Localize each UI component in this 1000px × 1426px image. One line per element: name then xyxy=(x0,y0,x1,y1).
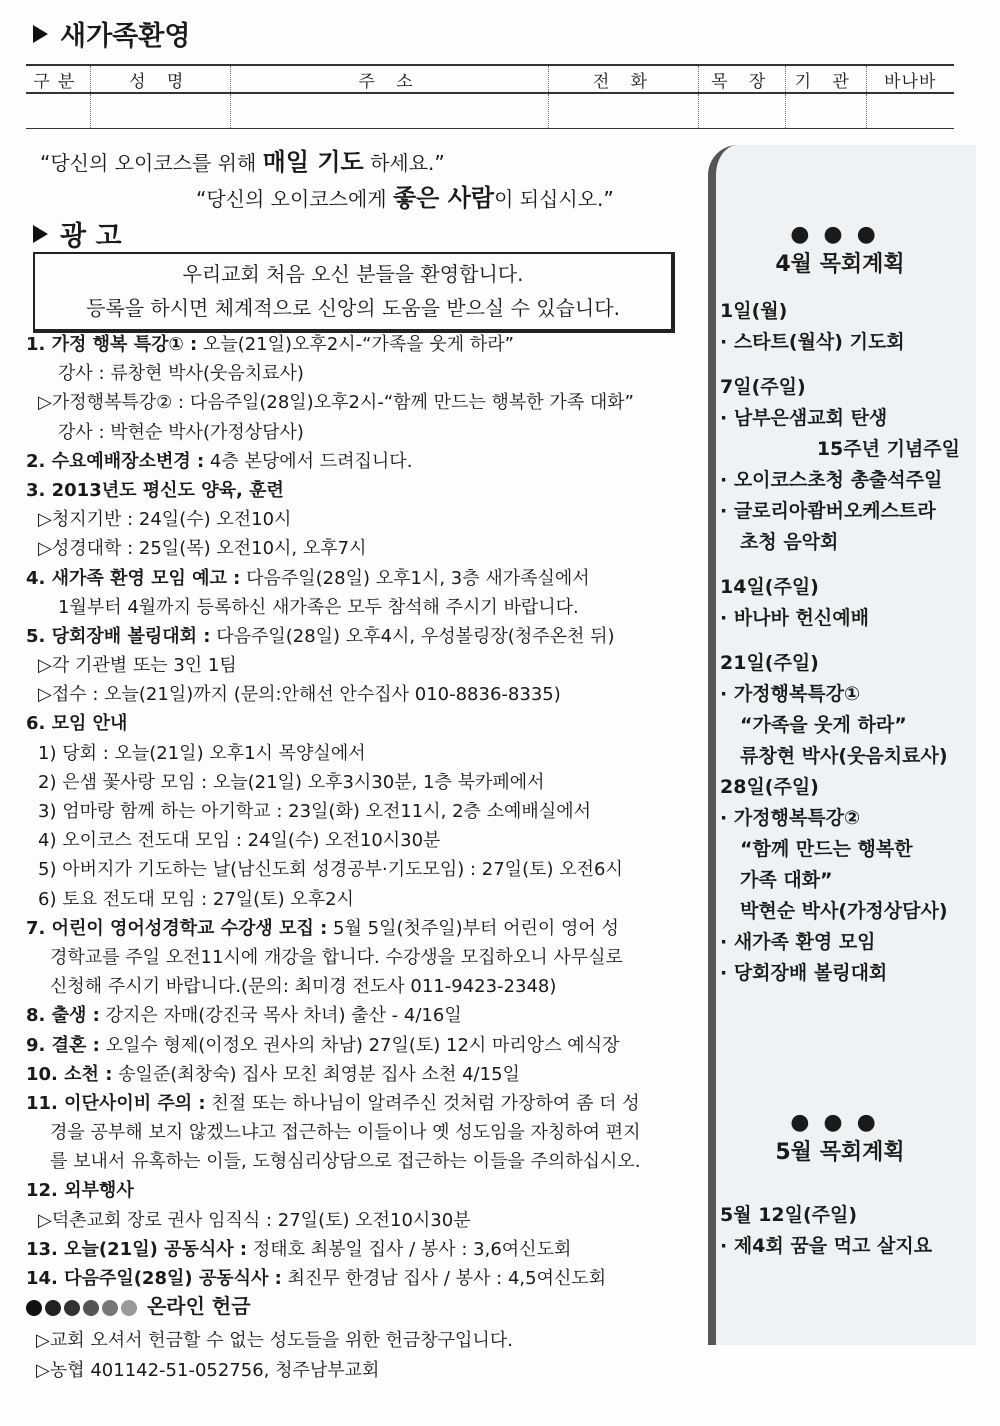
april-plan xyxy=(720,222,960,989)
online-account: ▷농협 401142-51-052756, 청주남부교회 xyxy=(36,1360,380,1381)
item-text: 3) 엄마랑 함께 하는 아기학교 : 23일(화) 오전11시, 2층 소예배실에서 xyxy=(38,801,591,822)
quote-line-2: “당신의 오이코스에게 좋은 사람이 되십시오.” xyxy=(196,184,614,212)
item-title: 14. 다음주일(28일) 공동식사 : xyxy=(26,1268,282,1289)
april-title: 4월 목회계획 xyxy=(775,252,905,277)
item-title: 3. 2013년도 평신도 양육, 훈련 xyxy=(26,479,284,501)
schedule-line: 7일(주일) xyxy=(720,376,806,398)
newfamily-heading: 새가족환영 xyxy=(33,14,190,53)
schedule-line: · 당회장배 볼링대회 xyxy=(720,962,888,984)
list-item xyxy=(26,709,686,738)
col-phone: 전 화 xyxy=(549,65,699,93)
may-schedule xyxy=(720,1200,960,1262)
announcement-list xyxy=(26,330,686,1293)
schedule-line: “함께 만드는 행복한 xyxy=(740,838,913,860)
list-item xyxy=(26,388,686,417)
col-address: 주 소 xyxy=(230,65,549,93)
list-item xyxy=(26,593,686,622)
list-item xyxy=(26,739,686,768)
schedule-line: · 스타트(월삭) 기도회 xyxy=(720,331,905,353)
schedule-line: · 글로리아쾀버오케스트라 xyxy=(720,500,936,522)
item-title: 9. 결혼 : xyxy=(26,1034,100,1056)
col-category: 구분 xyxy=(26,65,90,93)
schedule-line: 가족 대화” xyxy=(740,869,833,891)
list-item xyxy=(26,797,686,826)
schedule-line: 류창현 박사(웃음치료사) xyxy=(740,745,948,767)
list-item xyxy=(26,330,686,359)
item-title: 12. 외부행사 xyxy=(26,1180,134,1202)
may-title: 5월 목회계획 xyxy=(775,1140,905,1165)
list-item xyxy=(26,1001,686,1030)
list-item xyxy=(26,885,686,914)
item-title: 5. 당회장배 볼링대회 : xyxy=(26,625,211,647)
list-item xyxy=(26,855,686,884)
newfamily-header-row xyxy=(26,65,954,93)
dots-icon: ●●● xyxy=(790,1110,890,1135)
item-text: ▷성경대학 : 25일(목) 오전10시, 오후7시 xyxy=(38,538,367,560)
item-text: 강사 : 박현순 박사(가정상담사) xyxy=(58,421,304,443)
schedule-line: 1일(월) xyxy=(720,300,788,322)
item-title: 1. 가정 행복 특강① : xyxy=(26,334,198,355)
item-text: 오일수 형제(이정오 권사의 차남) 27일(토) 12시 마리앙스 예식장 xyxy=(99,1034,620,1056)
item-text: 1월부터 4월까지 등록하신 새가족은 모두 참석해 주시기 바랍니다. xyxy=(58,596,579,618)
item-7: 7. 어린이 영어성경학교 수강생 모집 : 5월 5일(첫주일)부터 어린이 영어 성 경학교를 주일 오전11시에 개강을 합니다. 수강생을 모집하오니 사무실로 신청해 주시기 바랍니다.(문의: 최미경 전도사 011-9423-2348) xyxy=(26,917,623,998)
schedule-line: · 가정행복특강② xyxy=(720,807,861,829)
item-text: 강지은 자매(강진국 목사 차녀) 출산 - 4/16일 xyxy=(99,1005,462,1027)
item-text: 6) 토요 전도대 모임 : 27일(토) 오후2시 xyxy=(38,888,354,910)
item-text: 다음주일(28일) 오후1시, 3층 새가족실에서 xyxy=(240,567,590,589)
triangle-bullet-icon xyxy=(33,25,48,43)
newfamily-table xyxy=(26,64,954,129)
list-item xyxy=(26,447,686,476)
item-text: 4층 본당에서 드려집니다. xyxy=(204,450,413,472)
item-title: 13. 오늘(21일) 공동식사 : xyxy=(26,1238,248,1260)
schedule-line: 5월 12일(주일) xyxy=(720,1204,858,1226)
online-line-1: ▷교회 오셔서 헌금할 수 없는 성도들을 위한 헌금창구입니다. xyxy=(36,1330,513,1351)
quote-line-1: “당신의 오이코스를 위해 매일 기도 하세요.” xyxy=(40,148,445,176)
april-schedule xyxy=(720,296,960,989)
item-text: ▷가정행복특강② : 다음주일(28일)오후2시-“함께 만드는 행복한 가족 대화” xyxy=(38,392,635,414)
list-item xyxy=(26,1031,686,1060)
item-text: 강사 : 류창현 박사(웃음치료사) xyxy=(58,363,304,385)
schedule-line: · 가정행복특강① xyxy=(720,683,861,705)
announcement-group-1 xyxy=(26,330,686,914)
may-plan xyxy=(720,1110,960,1262)
table-row xyxy=(26,93,954,129)
schedule-line: · 오이코스초청 총출석주일 xyxy=(720,469,943,491)
ads-heading: 광 고 xyxy=(33,214,122,253)
item-11: 11. 이단사이비 주의 : 친절 또는 하나님이 알려주신 것처럼 가장하여 좀 더 성 경을 공부해 보지 않겠느냐고 접근하는 이들이나 옛 성도임을 자칭하여 편지 를 보내서 유혹하는 이들, 도형심리상담으로 접근하는 이들을 주의하십시오. xyxy=(26,1092,641,1173)
item-text: ▷청지기반 : 24일(수) 오전10시 xyxy=(38,509,292,531)
list-item xyxy=(26,564,686,593)
welcome-box: 우리교회 처음 오신 분들을 환영합니다. 등록을 하시면 체계적으로 신앙의 도움을 받으실 수 있습니다. xyxy=(33,252,675,333)
list-item xyxy=(26,505,686,534)
item-text: ▷덕촌교회 장로 권사 임직식 : 27일(토) 오전10시30분 xyxy=(38,1209,471,1231)
item-title: 8. 출생 : xyxy=(26,1005,100,1027)
schedule-line: · 남부은샘교회 탄생 xyxy=(720,407,888,429)
list-item xyxy=(26,680,686,709)
schedule-line: 28일(주일) xyxy=(720,776,819,798)
item-text: ▷각 기관별 또는 3인 1팀 xyxy=(38,655,237,677)
list-item xyxy=(26,1206,686,1235)
col-org: 기 관 xyxy=(785,65,866,93)
schedule-line: 15주년 기념주일 xyxy=(816,438,960,460)
col-name: 성 명 xyxy=(90,65,230,93)
schedule-line: “가족을 웃게 하라” xyxy=(740,714,907,736)
item-text: 5) 아버지가 기도하는 날(남신도회 성경공부·기도모임) : 27일(토) 오전6시 xyxy=(38,859,623,881)
online-heading: 온라인 헌금 xyxy=(26,1290,251,1319)
item-title: 6. 모임 안내 xyxy=(26,713,128,735)
list-item xyxy=(26,1060,686,1089)
list-item xyxy=(26,1235,686,1264)
list-item xyxy=(26,651,686,680)
schedule-line xyxy=(720,634,960,648)
triangle-bullet-icon xyxy=(33,225,48,243)
list-item xyxy=(26,418,686,447)
list-item xyxy=(26,1176,686,1205)
announcement-group-3 xyxy=(26,1176,686,1293)
item-text: 정태호 최봉일 집사 / 봉사 : 3,6여신도회 xyxy=(247,1238,572,1260)
col-mokjang: 목 장 xyxy=(699,65,786,93)
dots-icon xyxy=(26,1294,147,1318)
item-text: 4) 오이코스 전도대 모임 : 24일(수) 오전10시30분 xyxy=(38,830,441,852)
schedule-line: 21일(주일) xyxy=(720,652,819,674)
schedule-line: 초청 음악회 xyxy=(740,531,839,553)
item-title: 10. 소천 : xyxy=(26,1063,113,1085)
item-text: 2) 은샘 꽃사랑 모임 : 오늘(21일) 오후3시30분, 1층 북카페에서 xyxy=(38,771,545,793)
item-text: 1) 당회 : 오늘(21일) 오후1시 목양실에서 xyxy=(38,742,366,764)
dots-icon: ●●● xyxy=(790,222,890,247)
list-item xyxy=(26,622,686,651)
item-title: 4. 새가족 환영 모임 예고 : xyxy=(26,567,241,589)
list-item xyxy=(26,768,686,797)
item-text: 다음주일(28일) 오후4시, 우성볼링장(청주온천 뒤) xyxy=(210,625,615,647)
item-text: 최진무 한경남 집사 / 봉사 : 4,5여신도회 xyxy=(281,1268,607,1289)
schedule-line: · 바나바 헌신예배 xyxy=(720,607,869,629)
col-barnabas: 바나바 xyxy=(866,65,954,93)
item-text: 오늘(21일)오후2시-“가족을 웃게 하라” xyxy=(197,334,514,355)
list-item xyxy=(26,476,686,505)
list-item xyxy=(26,534,686,563)
list-item xyxy=(26,1264,686,1293)
schedule-line: 박현순 박사(가정상담사) xyxy=(740,900,948,922)
schedule-line xyxy=(720,558,960,572)
schedule-line: · 제4회 꿈을 먹고 살지요 xyxy=(720,1235,933,1257)
item-title: 2. 수요예배장소변경 : xyxy=(26,450,205,472)
item-text: ▷접수 : 오늘(21일)까지 (문의:안해선 안수집사 010-8836-8335) xyxy=(38,684,561,706)
item-text: 송일준(최창숙) 집사 모친 최영분 집사 소천 4/15일 xyxy=(112,1063,520,1085)
announcement-group-2 xyxy=(26,1001,686,1089)
list-item xyxy=(26,826,686,855)
schedule-line: 14일(주일) xyxy=(720,576,819,598)
schedule-line xyxy=(720,358,960,372)
list-item xyxy=(26,359,686,388)
schedule-line: · 새가족 환영 모임 xyxy=(720,931,876,953)
